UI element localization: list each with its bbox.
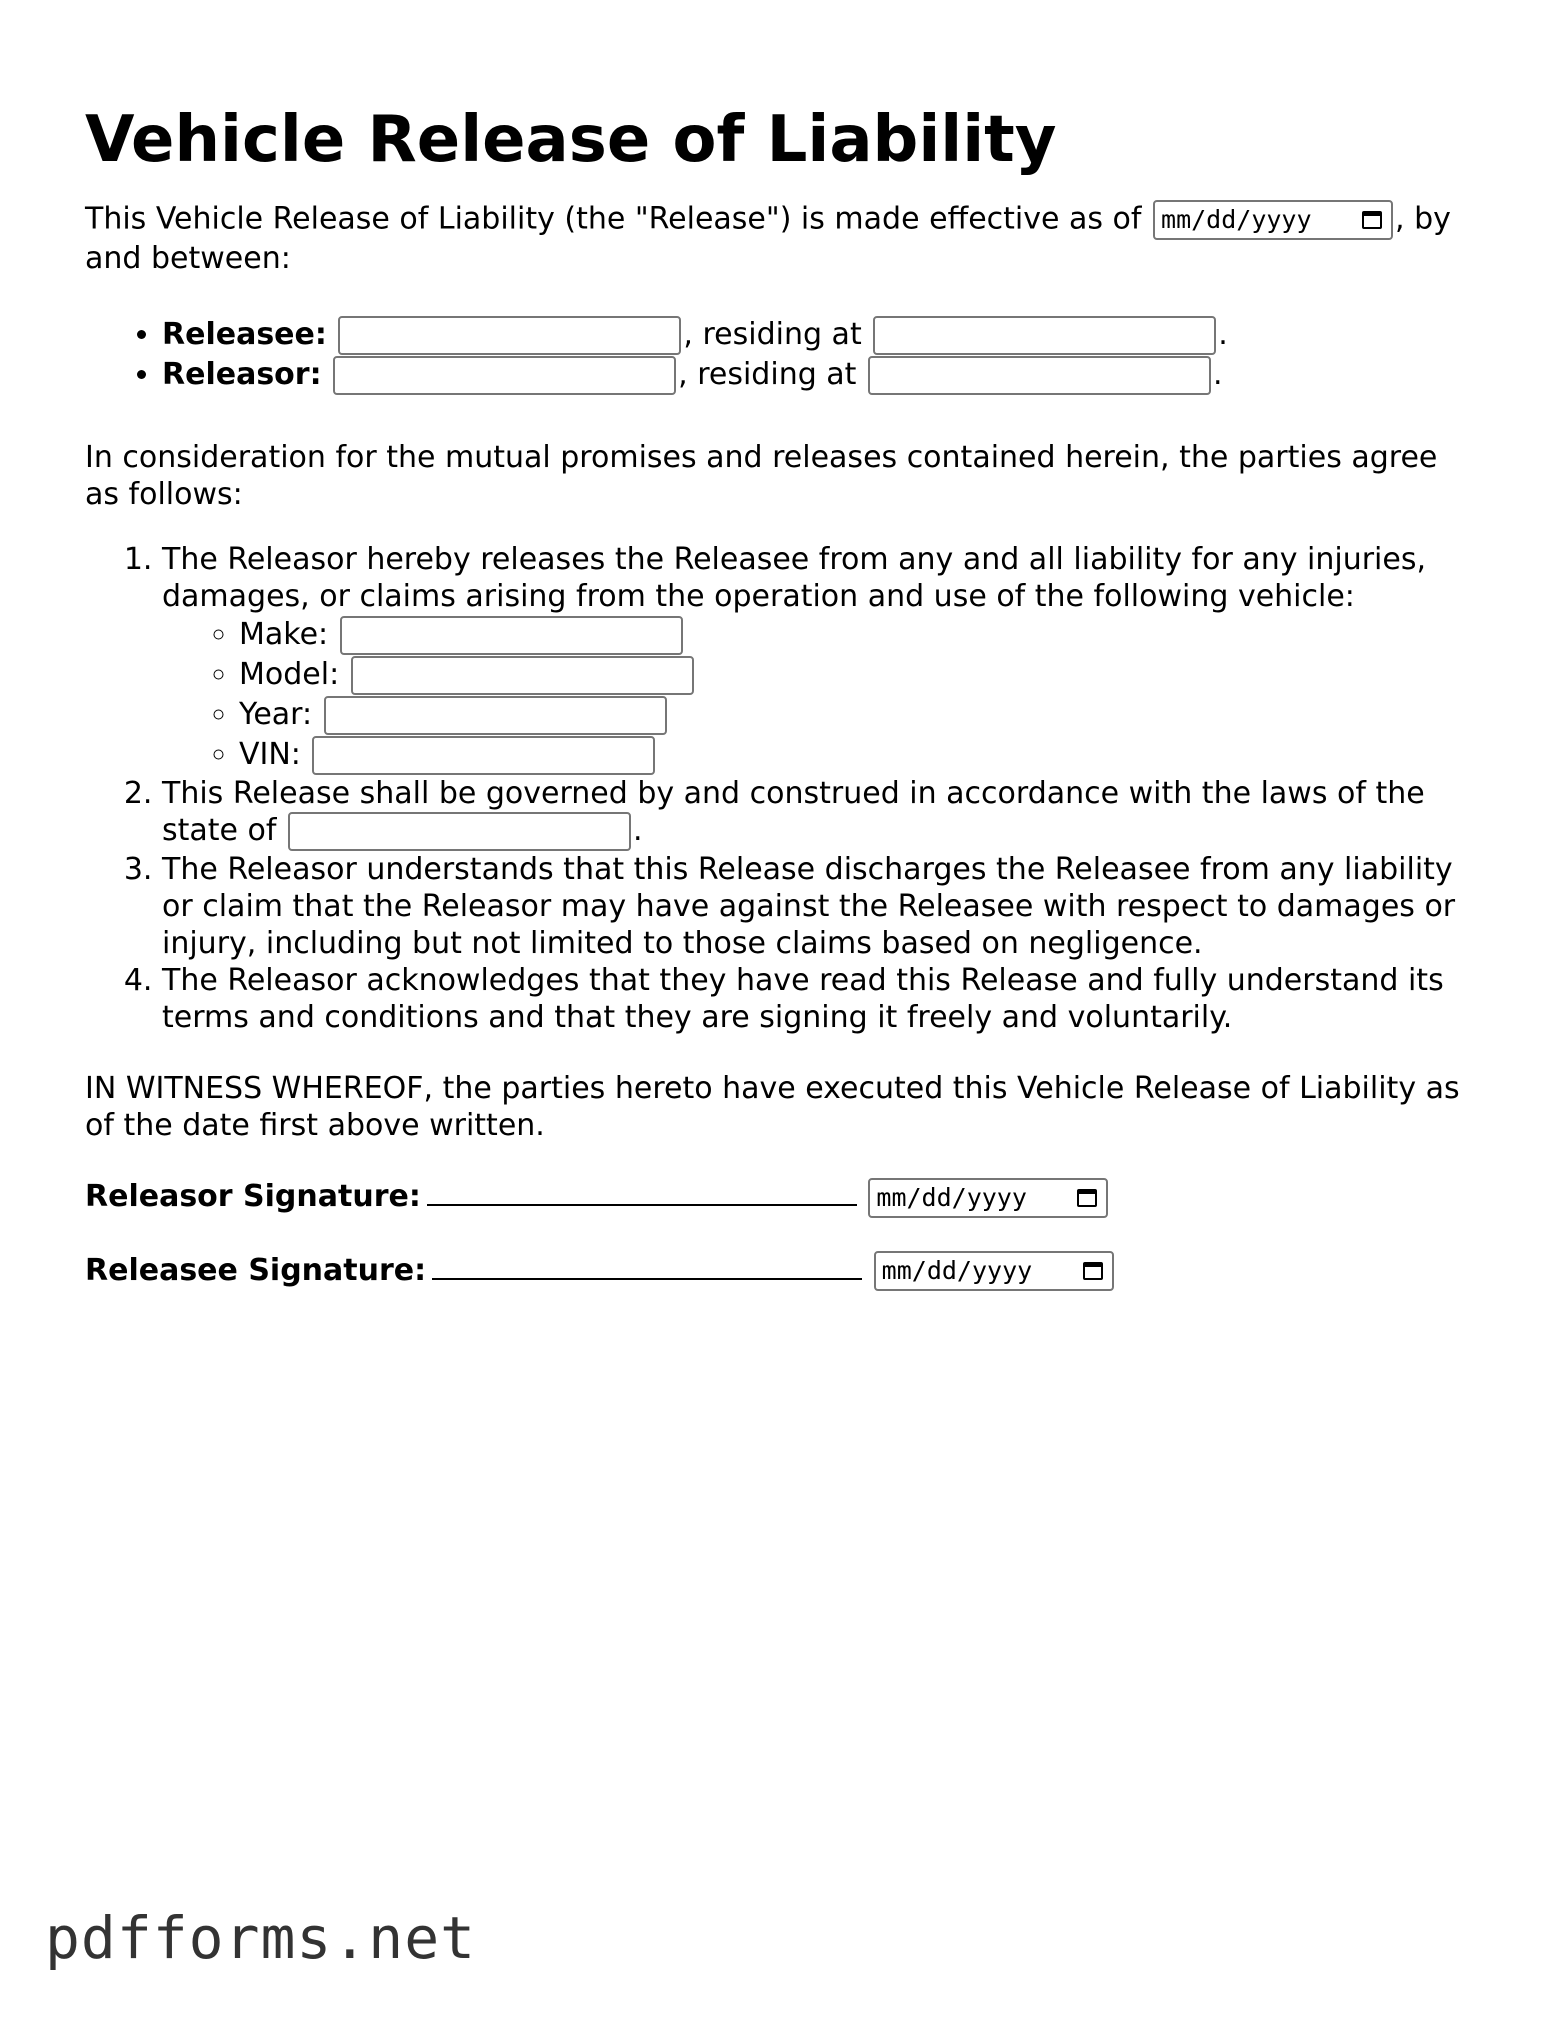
date-placeholder: mm/dd/yyyy (876, 1182, 1027, 1212)
make-label: Make: (239, 617, 329, 652)
period: . (1218, 317, 1228, 352)
year-label: Year: (239, 697, 313, 732)
vin-input[interactable] (312, 736, 655, 775)
party-label: Releasor: (162, 357, 322, 392)
term-2-text: This Release shall be governed by and construed in accordance with the laws of the state of (162, 776, 1425, 848)
releasee-signature-row (85, 1248, 1480, 1292)
term-1-text: The Releasor hereby releases the Releasee from any and all liability for any injuries, damages, or claims arising from the operation and use of the following vehicle: (162, 542, 1427, 614)
intro-text: This Vehicle Release of Liability (the "Release") is made effective as of (85, 201, 1142, 237)
term-2 (162, 775, 1480, 851)
vehicle-make (239, 615, 1480, 655)
consideration-paragraph: In consideration for the mutual promises and releases contained herein, the parties agree as follows: (85, 440, 1438, 512)
releasor-name-input[interactable] (333, 356, 676, 395)
calendar-icon[interactable] (1077, 1189, 1097, 1207)
witness-paragraph: IN WITNESS WHEREOF, the parties hereto have executed this Vehicle Release of Liability as of the date first above written. (85, 1071, 1460, 1143)
releasor-signature-row (85, 1174, 1480, 1218)
vehicle-list (162, 615, 1480, 775)
calendar-icon[interactable] (1083, 1262, 1103, 1280)
period: . (633, 813, 643, 848)
year-input[interactable] (324, 696, 667, 735)
vehicle-year (239, 695, 1480, 735)
residing-text: , residing at (683, 317, 862, 352)
period: . (1212, 357, 1223, 392)
intro-paragraph (85, 200, 1480, 277)
vehicle-model (239, 655, 1480, 695)
releasor-date-input[interactable] (868, 1178, 1108, 1218)
releasee-signature-line[interactable] (432, 1248, 862, 1280)
intro-text-end: , by and between: (85, 201, 1451, 276)
footer-watermark: pdfforms.net (45, 1904, 477, 1972)
model-input[interactable] (351, 656, 694, 695)
releasor-address-input[interactable] (868, 356, 1211, 395)
vin-label: VIN: (239, 737, 301, 772)
model-label: Model: (239, 657, 340, 692)
state-input[interactable] (288, 812, 631, 851)
party-releasee (162, 315, 1480, 355)
page-title: Vehicle Release of Liability (85, 103, 1057, 177)
residing-text: , residing at (678, 357, 857, 392)
releasor-signature-line[interactable] (427, 1174, 857, 1206)
document (85, 100, 1480, 1291)
parties-list (85, 315, 1480, 395)
date-placeholder: mm/dd/yyyy (1161, 205, 1312, 234)
releasor-signature-label: Releasor Signature: (85, 1179, 421, 1214)
releasee-name-input[interactable] (338, 316, 681, 355)
date-placeholder: mm/dd/yyyy (881, 1256, 1033, 1285)
make-input[interactable] (340, 616, 683, 655)
term-4: 4. The Releasor acknowledges that they have read this Release and fully understand its terms and conditions and that they are signing it freely and voluntarily. (162, 962, 1480, 1036)
releasee-signature-label: Releasee Signature: (85, 1252, 427, 1288)
term-3: 3. The Releasor understands that this Release discharges the Releasee from any liability or claim that the Releasor may have against the Releasee with respect to damages or injury, including but not limited to those claims based on negligence. (162, 851, 1480, 962)
releasee-date-input[interactable] (874, 1251, 1114, 1291)
releasee-address-input[interactable] (873, 316, 1216, 355)
terms-list (85, 541, 1480, 1036)
party-releasor (162, 355, 1480, 395)
vehicle-vin (239, 735, 1480, 775)
party-label: Releasee: (162, 317, 327, 352)
calendar-icon[interactable] (1362, 211, 1382, 229)
effective-date-input[interactable] (1153, 200, 1393, 240)
term-1 (162, 541, 1480, 775)
